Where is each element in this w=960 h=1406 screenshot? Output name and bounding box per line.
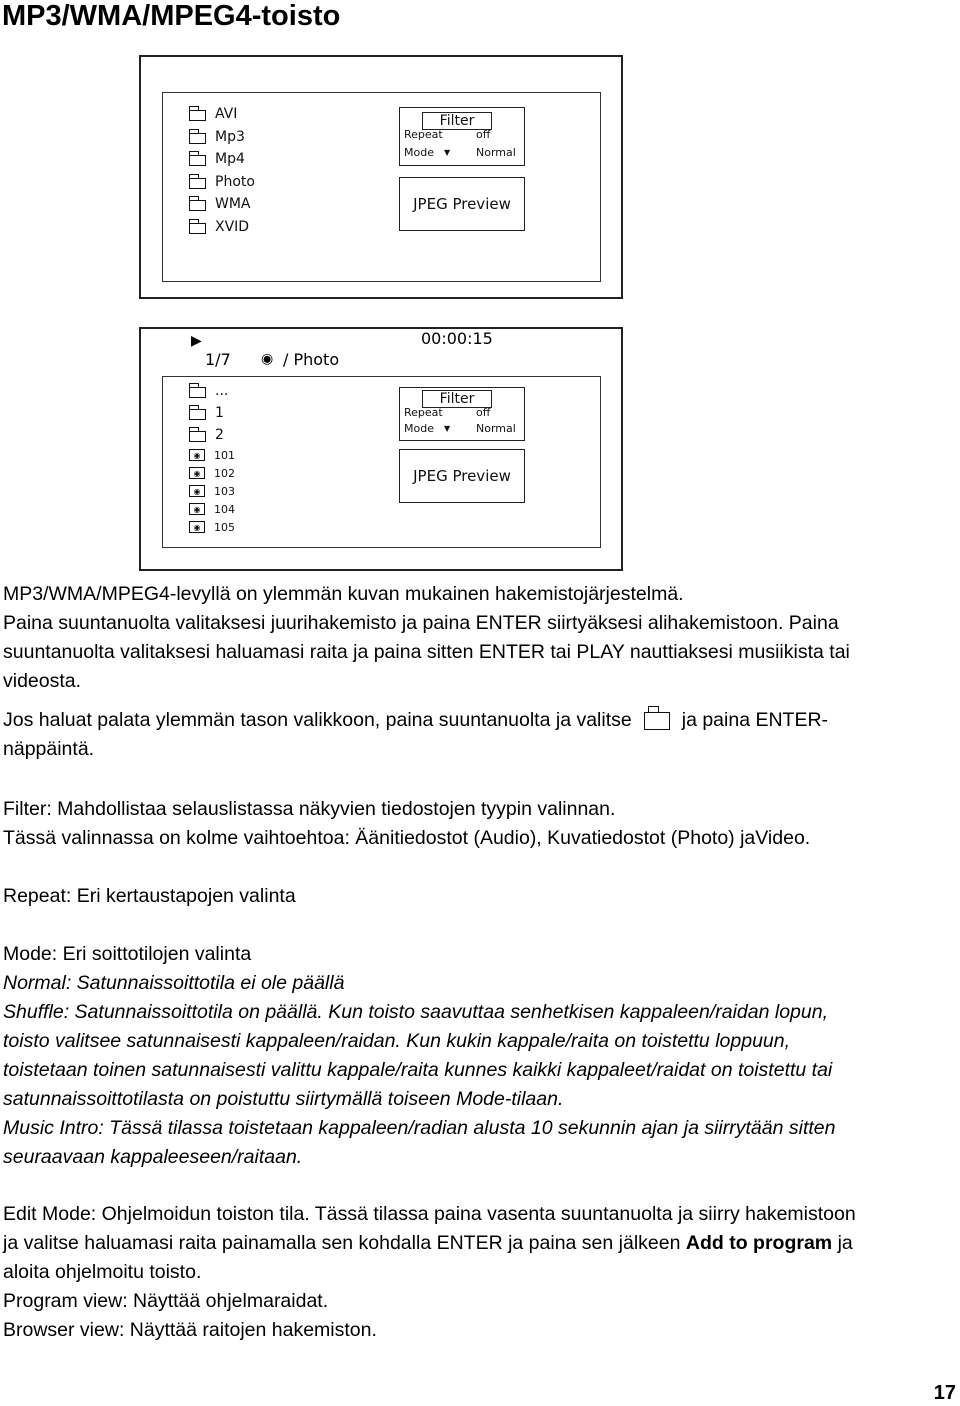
list-item[interactable]: ◉ 102 [189, 464, 235, 482]
folder-icon [189, 110, 206, 121]
filter-title[interactable]: Filter [422, 112, 492, 130]
paragraph-line: Music Intro: Tässä tilassa toistetaan kappaleen/radian alusta 10 sekunnin ajan ja siirrytään sitten [3, 1117, 836, 1139]
mode-label: Mode [404, 146, 434, 159]
photo-file-icon: ◉ [189, 449, 205, 461]
add-to-program-term: Add to program [685, 1232, 833, 1254]
jpeg-preview [399, 177, 525, 231]
folder-icon [189, 200, 206, 211]
paragraph-line: toisto valitsee satunnaisesti kappaleen/raidan. Kun kukin kappale/raita on toistettu loppuun, [3, 1030, 791, 1052]
folder-icon [189, 133, 206, 144]
page-title: MP3/WMA/MPEG4-toisto [2, 0, 341, 32]
paragraph-line: MP3/WMA/MPEG4-levyllä on ylemmän kuvan mukainen hakemistojärjestelmä. [3, 583, 684, 605]
list-item[interactable]: WMA [189, 193, 255, 216]
paragraph-line: Program view: Näyttää ohjelmaraidat. [3, 1290, 329, 1312]
folder-icon [189, 223, 206, 234]
jpeg-preview [399, 449, 525, 503]
photo-file-icon: ◉ [189, 503, 205, 515]
mode-value[interactable]: Normal [476, 422, 516, 435]
list-item[interactable]: ◉ 105 [189, 518, 235, 536]
folder-list [189, 103, 255, 238]
up-folder-icon [644, 712, 670, 730]
list-item[interactable]: 2 [189, 424, 235, 446]
photo-file-icon: ◉ [189, 521, 205, 533]
screen-photo-folder [139, 327, 623, 571]
paragraph-line: näppäintä. [3, 738, 95, 760]
current-path: / Photo [283, 350, 340, 369]
jpeg-preview-label: JPEG Preview [413, 195, 511, 213]
list-item[interactable]: 1 [189, 402, 235, 424]
mode-dropdown-icon: ▼ [444, 424, 451, 433]
track-position: 1/7 [205, 350, 231, 369]
disc-icon: ◉ [261, 350, 274, 366]
repeat-label: Repeat [404, 406, 443, 419]
mode-label: Mode [404, 422, 434, 435]
paragraph-line: Jos haluat palata ylemmän tason valikkoon, paina suuntanuolta ja valitse ja paina ENTER- [3, 706, 828, 735]
repeat-label: Repeat [404, 128, 443, 141]
paragraph-line: Tässä valinnassa on kolme vaihtoehtoa: Äänitiedostot (Audio), Kuvatiedostot (Photo) jaVideo. [3, 827, 811, 849]
paragraph-line: Shuffle: Satunnaissoittotila on päällä. Kun toisto saavuttaa senhetkisen kappaleen/raidan lopun, [3, 1001, 828, 1023]
up-folder-icon [189, 387, 206, 398]
repeat-value[interactable]: off [476, 128, 491, 141]
folder-icon [189, 178, 206, 189]
jpeg-preview-label: JPEG Preview [413, 467, 511, 485]
folder-icon [189, 409, 206, 420]
paragraph-line: Paina suuntanuolta valitaksesi juurihakemisto ja paina ENTER siirtyäksesi alihakemistoon. Paina [3, 612, 839, 634]
list-item[interactable]: AVI [189, 103, 255, 126]
list-item[interactable]: Photo [189, 171, 255, 194]
paragraph-line: suuntanuolta valitaksesi haluamasi raita ja paina sitten ENTER tai PLAY nauttiaksesi musiikista tai [3, 641, 850, 663]
paragraph-line: aloita ohjelmoitu toisto. [3, 1261, 202, 1283]
folder-icon [189, 155, 206, 166]
mode-dropdown-icon: ▼ [444, 148, 451, 157]
list-item[interactable]: Mp3 [189, 126, 255, 149]
list-item[interactable]: ◉ 103 [189, 482, 235, 500]
filter-panel[interactable] [399, 107, 525, 166]
photo-file-icon: ◉ [189, 485, 205, 497]
filter-title[interactable]: Filter [422, 390, 492, 408]
play-icon: ▶ [191, 332, 202, 348]
paragraph-line: Edit Mode: Ohjelmoidun toiston tila. Tässä tilassa paina vasenta suuntanuolta ja siirry hakemistoon [3, 1203, 856, 1225]
playback-time: 00:00:15 [421, 329, 493, 348]
repeat-value[interactable]: off [476, 406, 491, 419]
paragraph-line: toistetaan toinen satunnaisesti valittu kappale/raita kunnes kaikki kappaleet/raidat on toistettu tai [3, 1059, 833, 1081]
photo-file-icon: ◉ [189, 467, 205, 479]
paragraph-line: videosta. [3, 670, 82, 692]
paragraph-line: seuraavaan kappaleeseen/raitaan. [3, 1146, 303, 1168]
filter-panel[interactable] [399, 387, 525, 441]
paragraph-line: Mode: Eri soittotilojen valinta [3, 943, 252, 965]
file-list [189, 380, 235, 536]
list-item[interactable]: ◉ 101 [189, 446, 235, 464]
paragraph-line: Browser view: Näyttää raitojen hakemiston. [3, 1319, 377, 1341]
list-item[interactable]: Mp4 [189, 148, 255, 171]
screen-root-menu [139, 55, 623, 299]
list-item[interactable]: XVID [189, 216, 255, 239]
paragraph-line: Repeat: Eri kertaustapojen valinta [3, 885, 296, 907]
paragraph-line: Normal: Satunnaissoittotila ei ole päällä [3, 972, 345, 994]
up-directory-item[interactable]: ... [189, 380, 235, 402]
list-item[interactable]: ◉ 104 [189, 500, 235, 518]
paragraph-line: ja valitse haluamasi raita painamalla sen kohdalla ENTER ja paina sen jälkeen Add to program ja [3, 1232, 853, 1254]
page-number: 17 [933, 1382, 956, 1404]
paragraph-line: satunnaissoittotilasta on poistuttu siirtymällä toiseen Mode-tilaan. [3, 1088, 564, 1110]
folder-icon [189, 431, 206, 442]
mode-value[interactable]: Normal [476, 146, 516, 159]
paragraph-line: Filter: Mahdollistaa selauslistassa näkyvien tiedostojen tyypin valinnan. [3, 798, 616, 820]
